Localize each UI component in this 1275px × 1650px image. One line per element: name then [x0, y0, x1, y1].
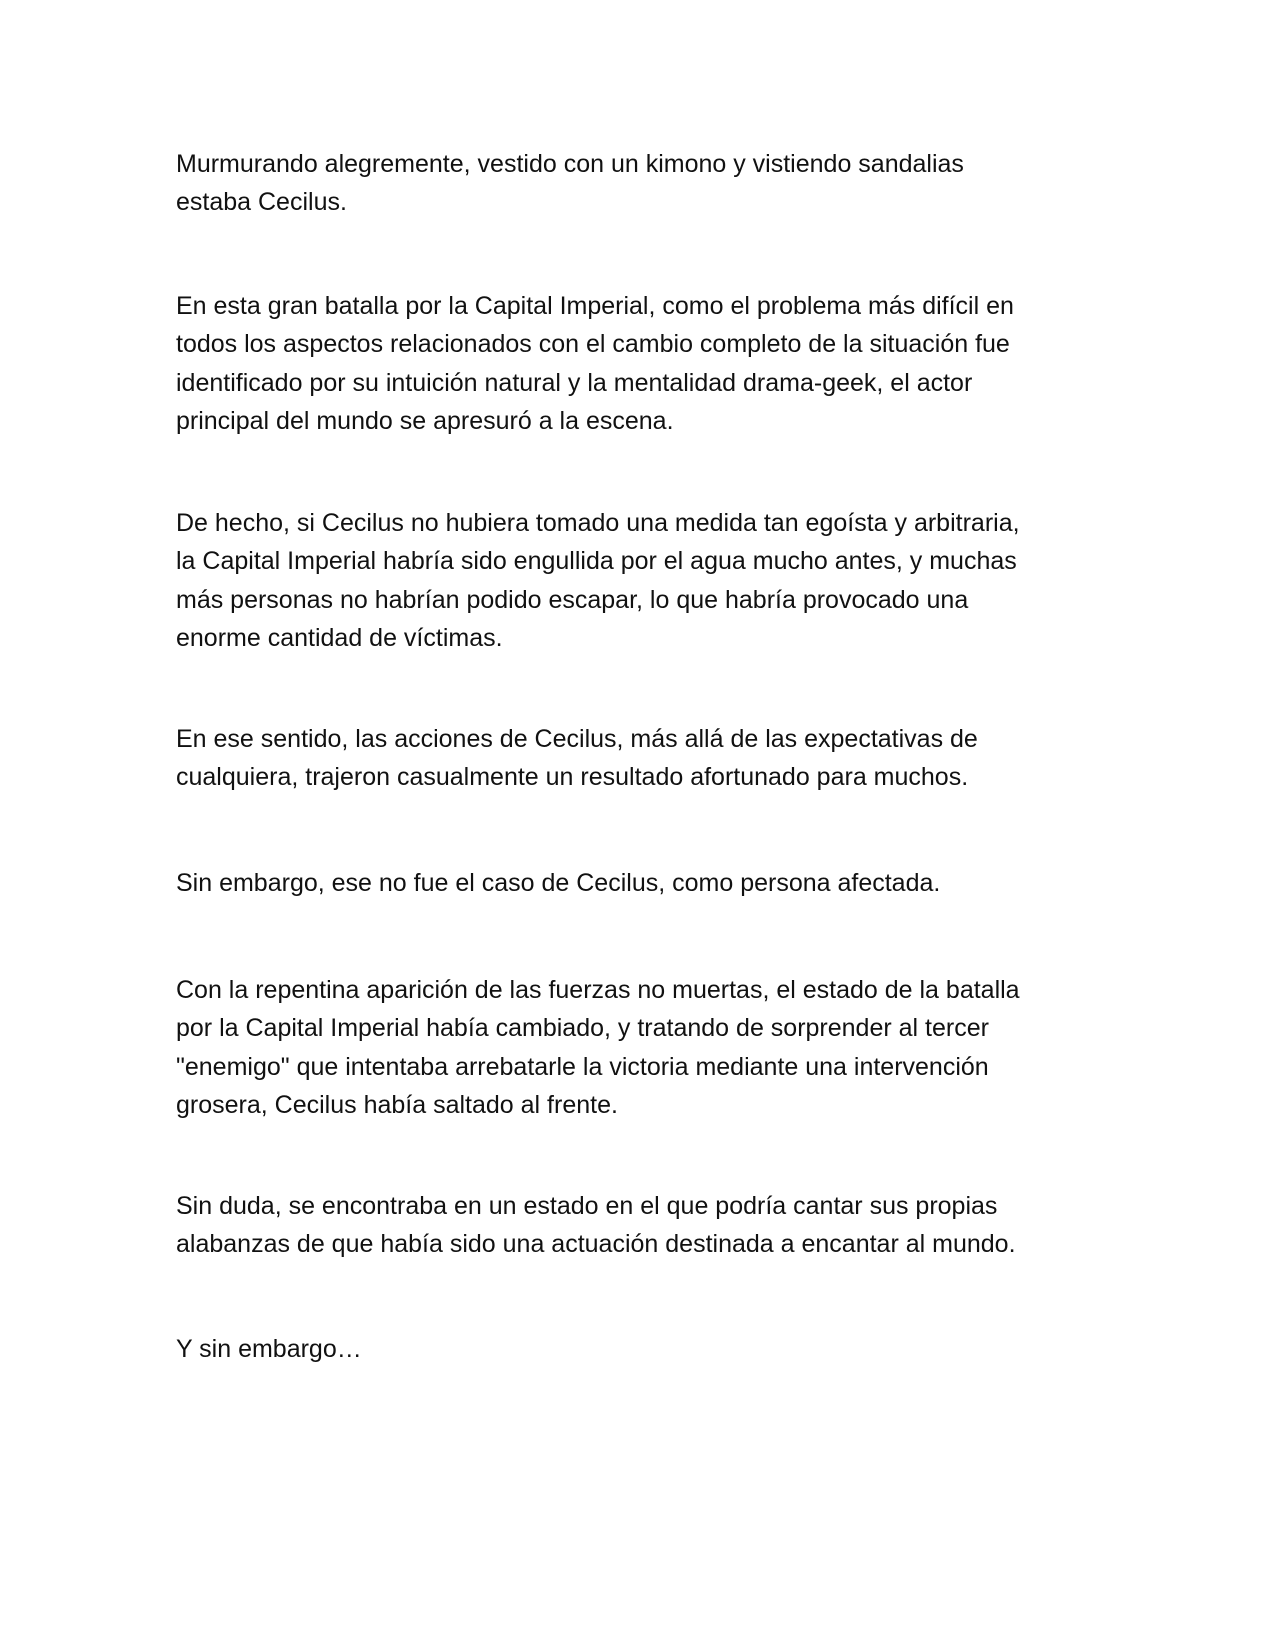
paragraph-line: por la Capital Imperial había cambiado, y tratando de sorprender al tercer	[176, 1014, 989, 1043]
paragraph-line: Sin duda, se encontraba en un estado en el que podría cantar sus propias	[176, 1192, 998, 1220]
paragraph-line: En esta gran batalla por la Capital Imperial, como el problema más difícil en	[176, 292, 1014, 320]
paragraph-line: Sin embargo, ese no fue el caso de Cecilus, como persona afectada.	[176, 869, 941, 897]
paragraph-7	[176, 1187, 1096, 1264]
paragraph-line: enorme cantidad de víctimas.	[176, 624, 503, 653]
paragraph-line: la Capital Imperial habría sido engullida por el agua mucho antes, y muchas	[176, 547, 1017, 576]
paragraph-line: estaba Cecilus.	[176, 188, 347, 217]
paragraph-line: Murmurando alegremente, vestido con un kimono y vistiendo sandalias	[176, 150, 964, 178]
paragraph-8	[176, 1330, 1096, 1368]
paragraph-line: más personas no habrían podido escapar, lo que habría provocado una	[176, 585, 969, 614]
paragraph-3	[176, 504, 1096, 658]
paragraph-2	[176, 287, 1096, 441]
paragraph-6	[176, 971, 1096, 1125]
paragraph-line: grosera, Cecilus había saltado al frente.	[176, 1091, 618, 1120]
paragraph-line: identificado por su intuición natural y la mentalidad drama-geek, el actor	[176, 368, 973, 397]
paragraph-line: De hecho, si Cecilus no hubiera tomado una medida tan egoísta y arbitraria,	[176, 509, 1020, 537]
paragraph-line: todos los aspectos relacionados con el cambio completo de la situación fue	[176, 330, 1010, 359]
paragraph-line: Y sin embargo…	[176, 1335, 362, 1363]
paragraph-line: alabanzas de que había sido una actuación destinada a encantar al mundo.	[176, 1230, 1016, 1259]
paragraph-5	[176, 864, 1096, 902]
paragraph-1	[176, 145, 1096, 222]
paragraph-line: En ese sentido, las acciones de Cecilus, más allá de las expectativas de	[176, 725, 978, 753]
paragraph-line: principal del mundo se apresuró a la escena.	[176, 407, 674, 436]
paragraph-line: cualquiera, trajeron casualmente un resultado afortunado para muchos.	[176, 763, 969, 792]
paragraph-line: "enemigo" que intentaba arrebatarle la victoria mediante una intervención	[176, 1052, 989, 1081]
paragraph-line: Con la repentina aparición de las fuerzas no muertas, el estado de la batalla	[176, 976, 1020, 1004]
paragraph-4	[176, 720, 1096, 797]
